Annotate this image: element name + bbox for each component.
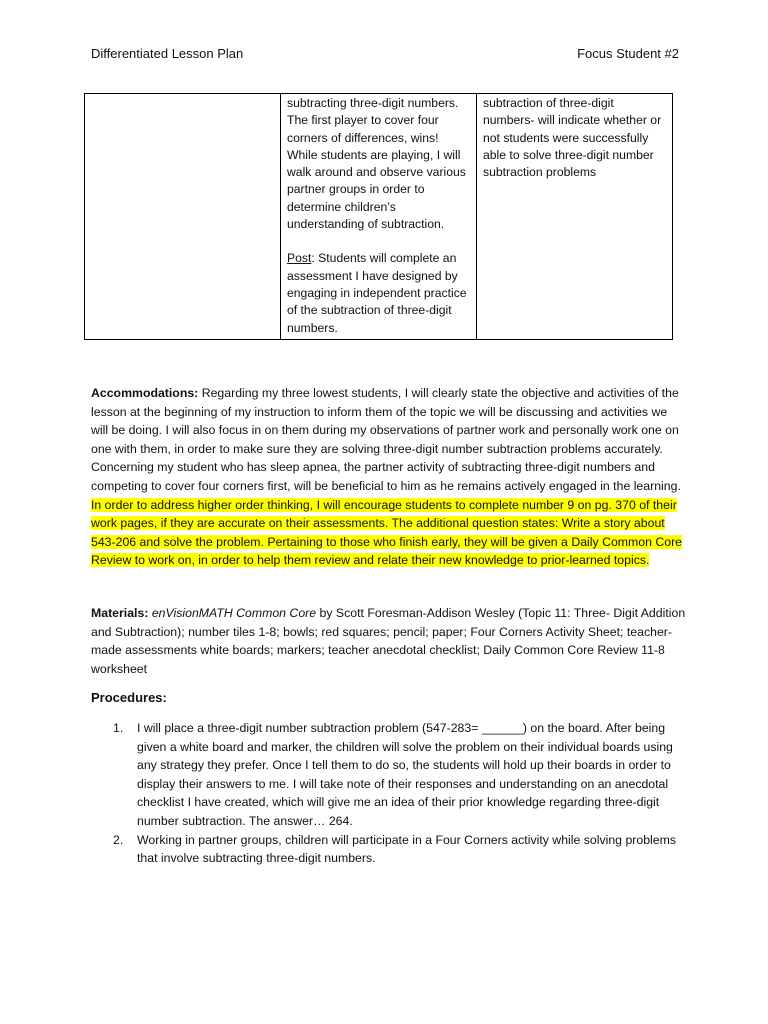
procedures-heading: Procedures: — [91, 690, 167, 705]
post-assessment — [287, 250, 470, 336]
accommodations-label: Accommodations: — [91, 386, 199, 400]
accommodations-text: Regarding my three lowest students, I will clearly state the objective and activities of the lesson at the beginning of my instruction to inform them of the topic we will be discussing and activities we will be doing. I will also focus in on them during my observations of partner work and personally work one on one with them, in order to make sure they are solving three-digit number subtraction problems accurately. Concerning my student who has sleep apnea, the partner activity of subtracting three-digit numbers and competing to cover four corners first, will be beneficial to him as he remains actively engaged in the learning. — [91, 386, 681, 493]
materials-text: by Scott Foresman-Addison Wesley (Topic 11: Three- Digit Addition and Subtraction); number tiles 1-8; bowls; red squares; pencil; paper; Four Corners Activity Sheet; teacher-made assessments white boards; markers; teacher anecdotal checklist; Daily Common Core Review 11-8 worksheet — [91, 606, 686, 676]
list-item — [91, 719, 686, 831]
header-title: Differentiated Lesson Plan — [91, 46, 244, 61]
post-text: : Students will complete an assessment I have designed by engaging in independent practice of the subtraction of three-digit numbers. — [287, 251, 467, 335]
table-row — [85, 94, 673, 340]
list-item-text: I will place a three-digit number subtraction problem (547-283= ______) on the board. After being given a white board and marker, the children will solve the problem on their individual boards using any strategy they prefer. Once I tell them to do so, the students will hold up their boards in order to display their answers to me. I will take note of their responses and understanding on an anecdotal checklist I have created, which will give me an idea of their prior knowledge regarding three-digit number subtraction. The answer… 264. — [137, 721, 673, 828]
post-label: Post — [287, 251, 312, 266]
highlighted-text: In order to address higher order thinking, I will encourage students to complete number 9 on pg. 370 of their work pages, if they are accurate on their assessments. The additional question states: Write a story about 543-206 and solve the problem. Pertaining to those who finish early, they will be given a Daily Common Core Review to work on, in order to help them review and relate their new knowledge to prior-learned topics. — [91, 497, 683, 568]
list-item — [91, 831, 686, 868]
table-cell-assessment: subtraction of three-digit numbers- will indicate whether or not students were successfully able to solve three-digit number subtraction problems — [477, 94, 673, 340]
procedures-list — [91, 719, 686, 868]
materials-section — [91, 604, 686, 678]
accommodations-section — [91, 384, 686, 570]
list-item-number: 1. — [113, 721, 124, 735]
table-cell-empty — [85, 94, 281, 340]
table-cell-activities — [281, 94, 477, 340]
header-focus-student: Focus Student #2 — [577, 46, 679, 61]
lesson-table — [84, 93, 673, 340]
paragraph-gap — [287, 233, 470, 250]
list-item-number: 2. — [113, 832, 124, 847]
activity-description: subtracting three-digit numbers. The first player to cover four corners of differences, wins! While students are playing, I will walk around and observe various partner groups in order to determine children’s understanding of subtraction. — [287, 96, 466, 232]
materials-book-title: enVisionMATH Common Core — [151, 606, 317, 620]
list-item-text: Working in partner groups, children will participate in a Four Corners activity while solving problems that involve subtracting three-digit numbers. — [137, 832, 677, 866]
materials-label: Materials: — [91, 606, 149, 620]
